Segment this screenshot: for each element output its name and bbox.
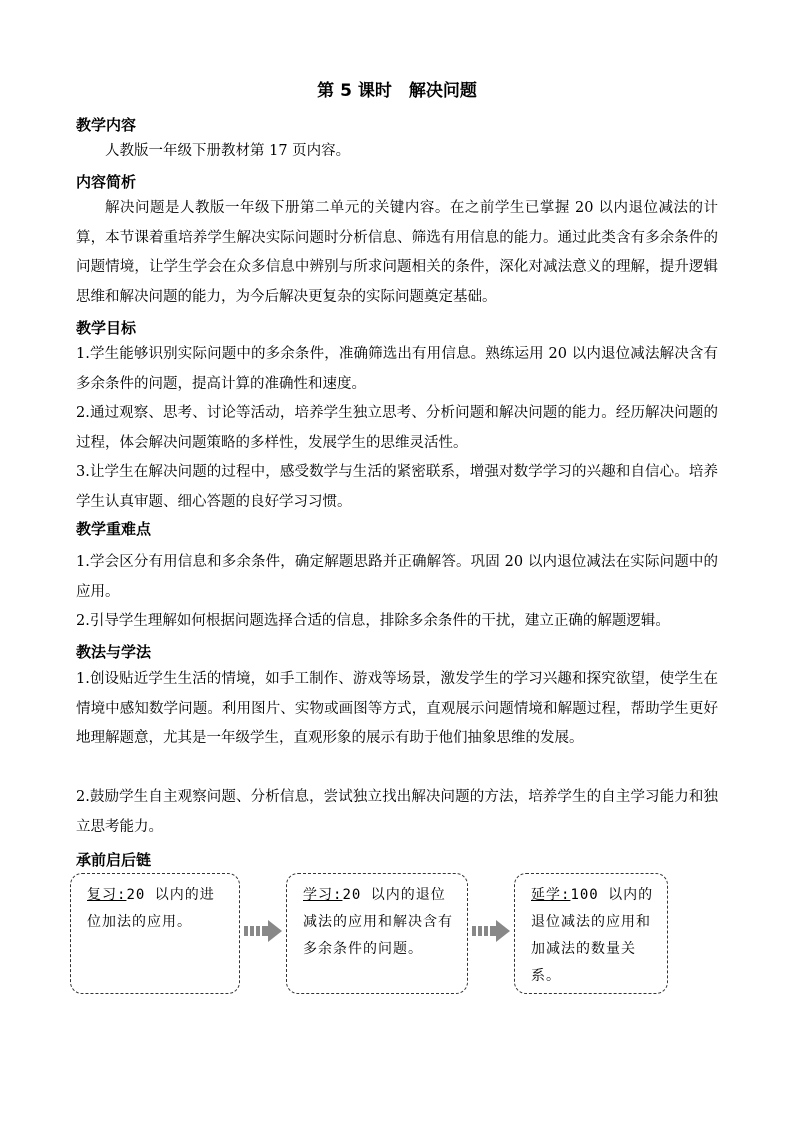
chain-box-learn-text: 20 以内的退位减法的应用和解决含有多余条件的问题。 bbox=[303, 887, 453, 957]
chain-box-review-key: 复习: bbox=[87, 887, 127, 903]
summary-text: 解决问题是人教版一年级下册第二单元的关键内容。在之前学生已掌握 20 以内退位减法的计算，本节课着重培养学生解决实际问题时分析信息、筛选有用信息的能力。通过此类含有多余条件的问题情境，让学生学会在众多信息中辨别与所求问题相关的条件，深化对减法意义的理解，提升逻辑思维和解决问题的能力，为今后解决更复杂的实际问题奠定基础。 bbox=[76, 200, 718, 305]
chain-box-review bbox=[70, 873, 240, 994]
chain-box-review-text: 20 以内的进位加法的应用。 bbox=[87, 887, 215, 930]
goal-item-1: 1.学生能够识别实际问题中的多余条件，准确筛选出有用信息。熟练运用 20 以内退位减法解决含有多余条件的问题，提高计算的准确性和速度。 bbox=[76, 346, 718, 392]
section-heading-key-points: 教学重难点 bbox=[76, 520, 152, 538]
goal-item-3: 3.让学生在解决问题的过程中，感受数学与生活的紧密联系，增强对数学学习的兴趣和自信心。培养学生认真审题、细心答题的良好学习习惯。 bbox=[76, 464, 718, 510]
method-item-1: 1.创设贴近学生生活的情境，如手工制作、游戏等场景，激发学生的学习兴趣和探究欲望，使学生在情境中感知数学问题。利用图片、实物或画图等方式，直观展示问题情境和解题过程，帮助学生更好地理解题意，尤其是一年级学生，直观形象的展示有助于他们抽象思维的发展。 bbox=[76, 671, 718, 746]
section-heading-content: 教学内容 bbox=[76, 116, 137, 134]
chain-box-learn-key: 学习: bbox=[303, 887, 343, 903]
chain-box-learn bbox=[286, 873, 468, 994]
section-heading-summary: 内容简析 bbox=[76, 173, 137, 191]
key-point-item-1: 1.学会区分有用信息和多余条件，确定解题思路并正确解答。巩固 20 以内退位减法在实际问题中的应用。 bbox=[76, 554, 718, 600]
content-text: 人教版一年级下册教材第 17 页内容。 bbox=[105, 143, 351, 159]
section-heading-methods: 教法与学法 bbox=[76, 643, 152, 661]
arrow-right-icon bbox=[244, 920, 284, 942]
chain-box-extend-key: 延学: bbox=[531, 887, 571, 903]
page-title: 第 5 课时 解决问题 bbox=[317, 81, 477, 101]
section-heading-goals: 教学目标 bbox=[76, 319, 137, 337]
goal-item-2: 2.通过观察、思考、讨论等活动，培养学生独立思考、分析问题和解决问题的能力。经历解决问题的过程，体会解决问题策略的多样性，发展学生的思维灵活性。 bbox=[76, 405, 718, 451]
arrow-right-icon bbox=[472, 920, 512, 942]
key-point-item-2: 2.引导学生理解如何根据问题选择合适的信息，排除多余条件的干扰，建立正确的解题逻辑。 bbox=[76, 613, 670, 629]
method-item-2: 2.鼓励学生自主观察问题、分析信息，尝试独立找出解决问题的方法，培养学生的自主学习能力和独立思考能力。 bbox=[76, 789, 718, 835]
chain-box-extend bbox=[514, 873, 668, 994]
chain-box-extend-text: 100 以内的退位减法的应用和加减法的数量关系。 bbox=[531, 887, 654, 984]
section-heading-chain: 承前启后链 bbox=[76, 851, 152, 869]
